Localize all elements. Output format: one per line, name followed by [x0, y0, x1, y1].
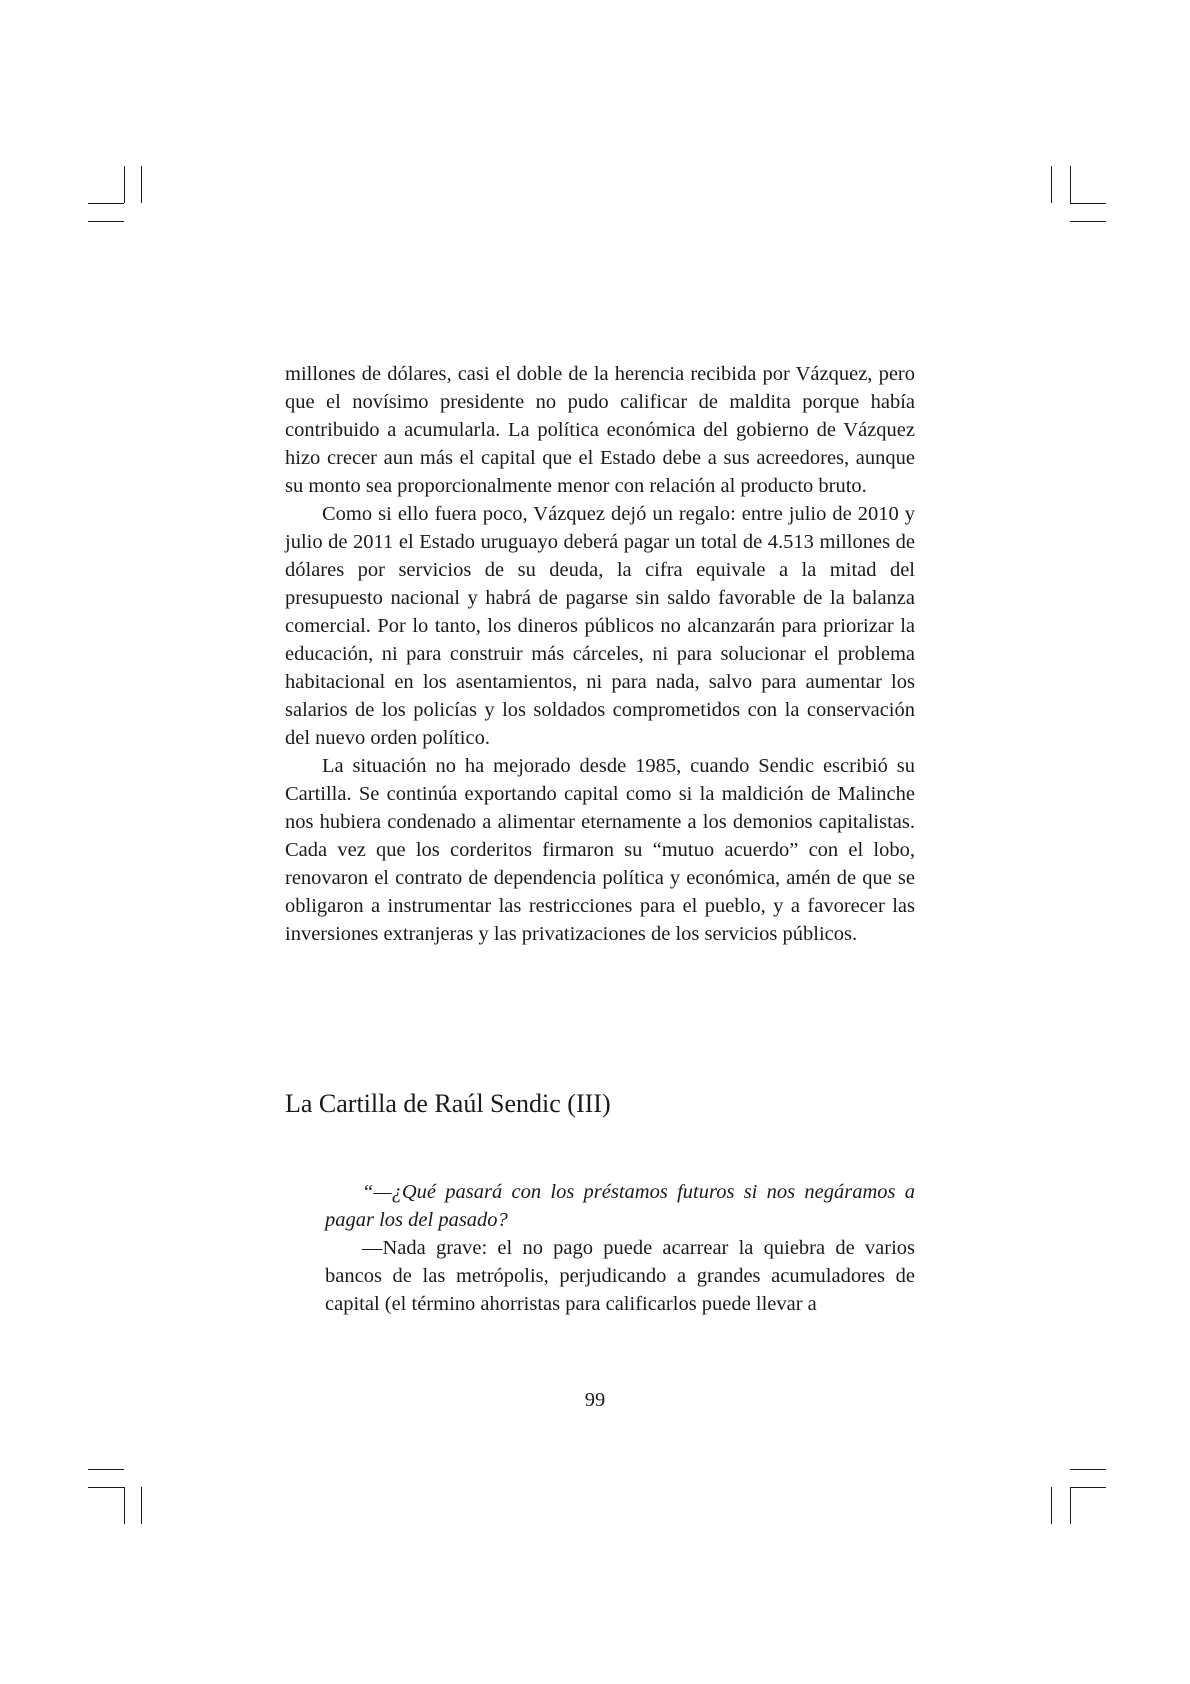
quote-block: [325, 1178, 915, 1318]
crop-mark-top-right-vertical-outer: [1051, 166, 1052, 203]
crop-mark-bottom-right-horizontal-upper: [1070, 1469, 1106, 1470]
page-number: 99: [584, 1389, 606, 1411]
crop-mark-bottom-right-horizontal-lower: [1070, 1487, 1106, 1488]
body-paragraph-1: millones de dólares, casi el doble de la herencia recibida por Vázquez, pero que el novísimo presidente no pudo calificar de maldita porque había contribuido a acumularla. La política económica del gobierno de Vázquez hizo crecer aun más el capital que el Estado debe a sus acreedores, aunque su monto sea proporcionalmente menor con relación al producto bruto.: [285, 363, 915, 497]
body-text: [285, 360, 915, 948]
crop-mark-top-right-horizontal-lower: [1070, 221, 1106, 222]
crop-mark-top-right-horizontal-upper: [1070, 203, 1106, 204]
crop-mark-top-left-vertical-inner: [124, 166, 125, 203]
crop-mark-top-left-vertical-outer: [141, 166, 142, 203]
crop-mark-top-right-vertical-inner: [1070, 166, 1071, 203]
crop-mark-bottom-left-vertical-outer: [141, 1487, 142, 1524]
crop-mark-bottom-left-vertical-inner: [124, 1487, 125, 1524]
body-paragraph-3: La situación no ha mejorado desde 1985, cuando Sendic escribió su Cartilla. Se continúa exportando capital como si la maldición de Malinche nos hubiera condenado a alimentar eternamente a los demonios capitalistas. Cada vez que los corderitos firmaron su “mutuo acuerdo” con el lobo, renovaron el contrato de dependencia política y económica, amén de que se obligaron a instrumentar las restricciones para el pueblo, y a favorecer las inversiones extranjeras y las privatizaciones de los servicios públicos.: [285, 755, 915, 945]
section-heading: La Cartilla de Raúl Sendic (III): [285, 1089, 611, 1118]
crop-mark-bottom-right-vertical-outer: [1051, 1487, 1052, 1524]
body-paragraph-2: Como si ello fuera poco, Vázquez dejó un regalo: entre julio de 2010 y julio de 2011 el Estado uruguayo deberá pagar un total de 4.513 millones de dólares por servicios de su deuda, la cifra equivale a la mitad del presupuesto nacional y habrá de pagarse sin saldo favorable de la balanza comercial. Por lo tanto, los dineros públicos no alcanzarán para priorizar la educación, ni para construir más cárceles, ni para solucionar el problema habitacional en los asentamientos, ni para nada, salvo para aumentar los salarios de los policías y los soldados comprometidos con la conservación del nuevo orden político.: [285, 503, 915, 749]
crop-mark-top-left-horizontal-lower: [88, 221, 124, 222]
crop-mark-bottom-right-vertical-inner: [1070, 1487, 1071, 1524]
crop-mark-bottom-left-horizontal-lower: [88, 1487, 124, 1488]
quote-answer: —Nada grave: el no pago puede acarrear la quiebra de varios bancos de las metrópolis, perjudicando a grandes acumuladores de capital (el término ahorristas para calificarlos puede llevar a: [325, 1237, 915, 1315]
quote-question: “—¿Qué pasará con los préstamos futuros si nos negáramos a pagar los del pasado?: [325, 1181, 915, 1231]
crop-mark-bottom-left-horizontal-upper: [88, 1469, 124, 1470]
crop-mark-top-left-horizontal-upper: [88, 203, 124, 204]
